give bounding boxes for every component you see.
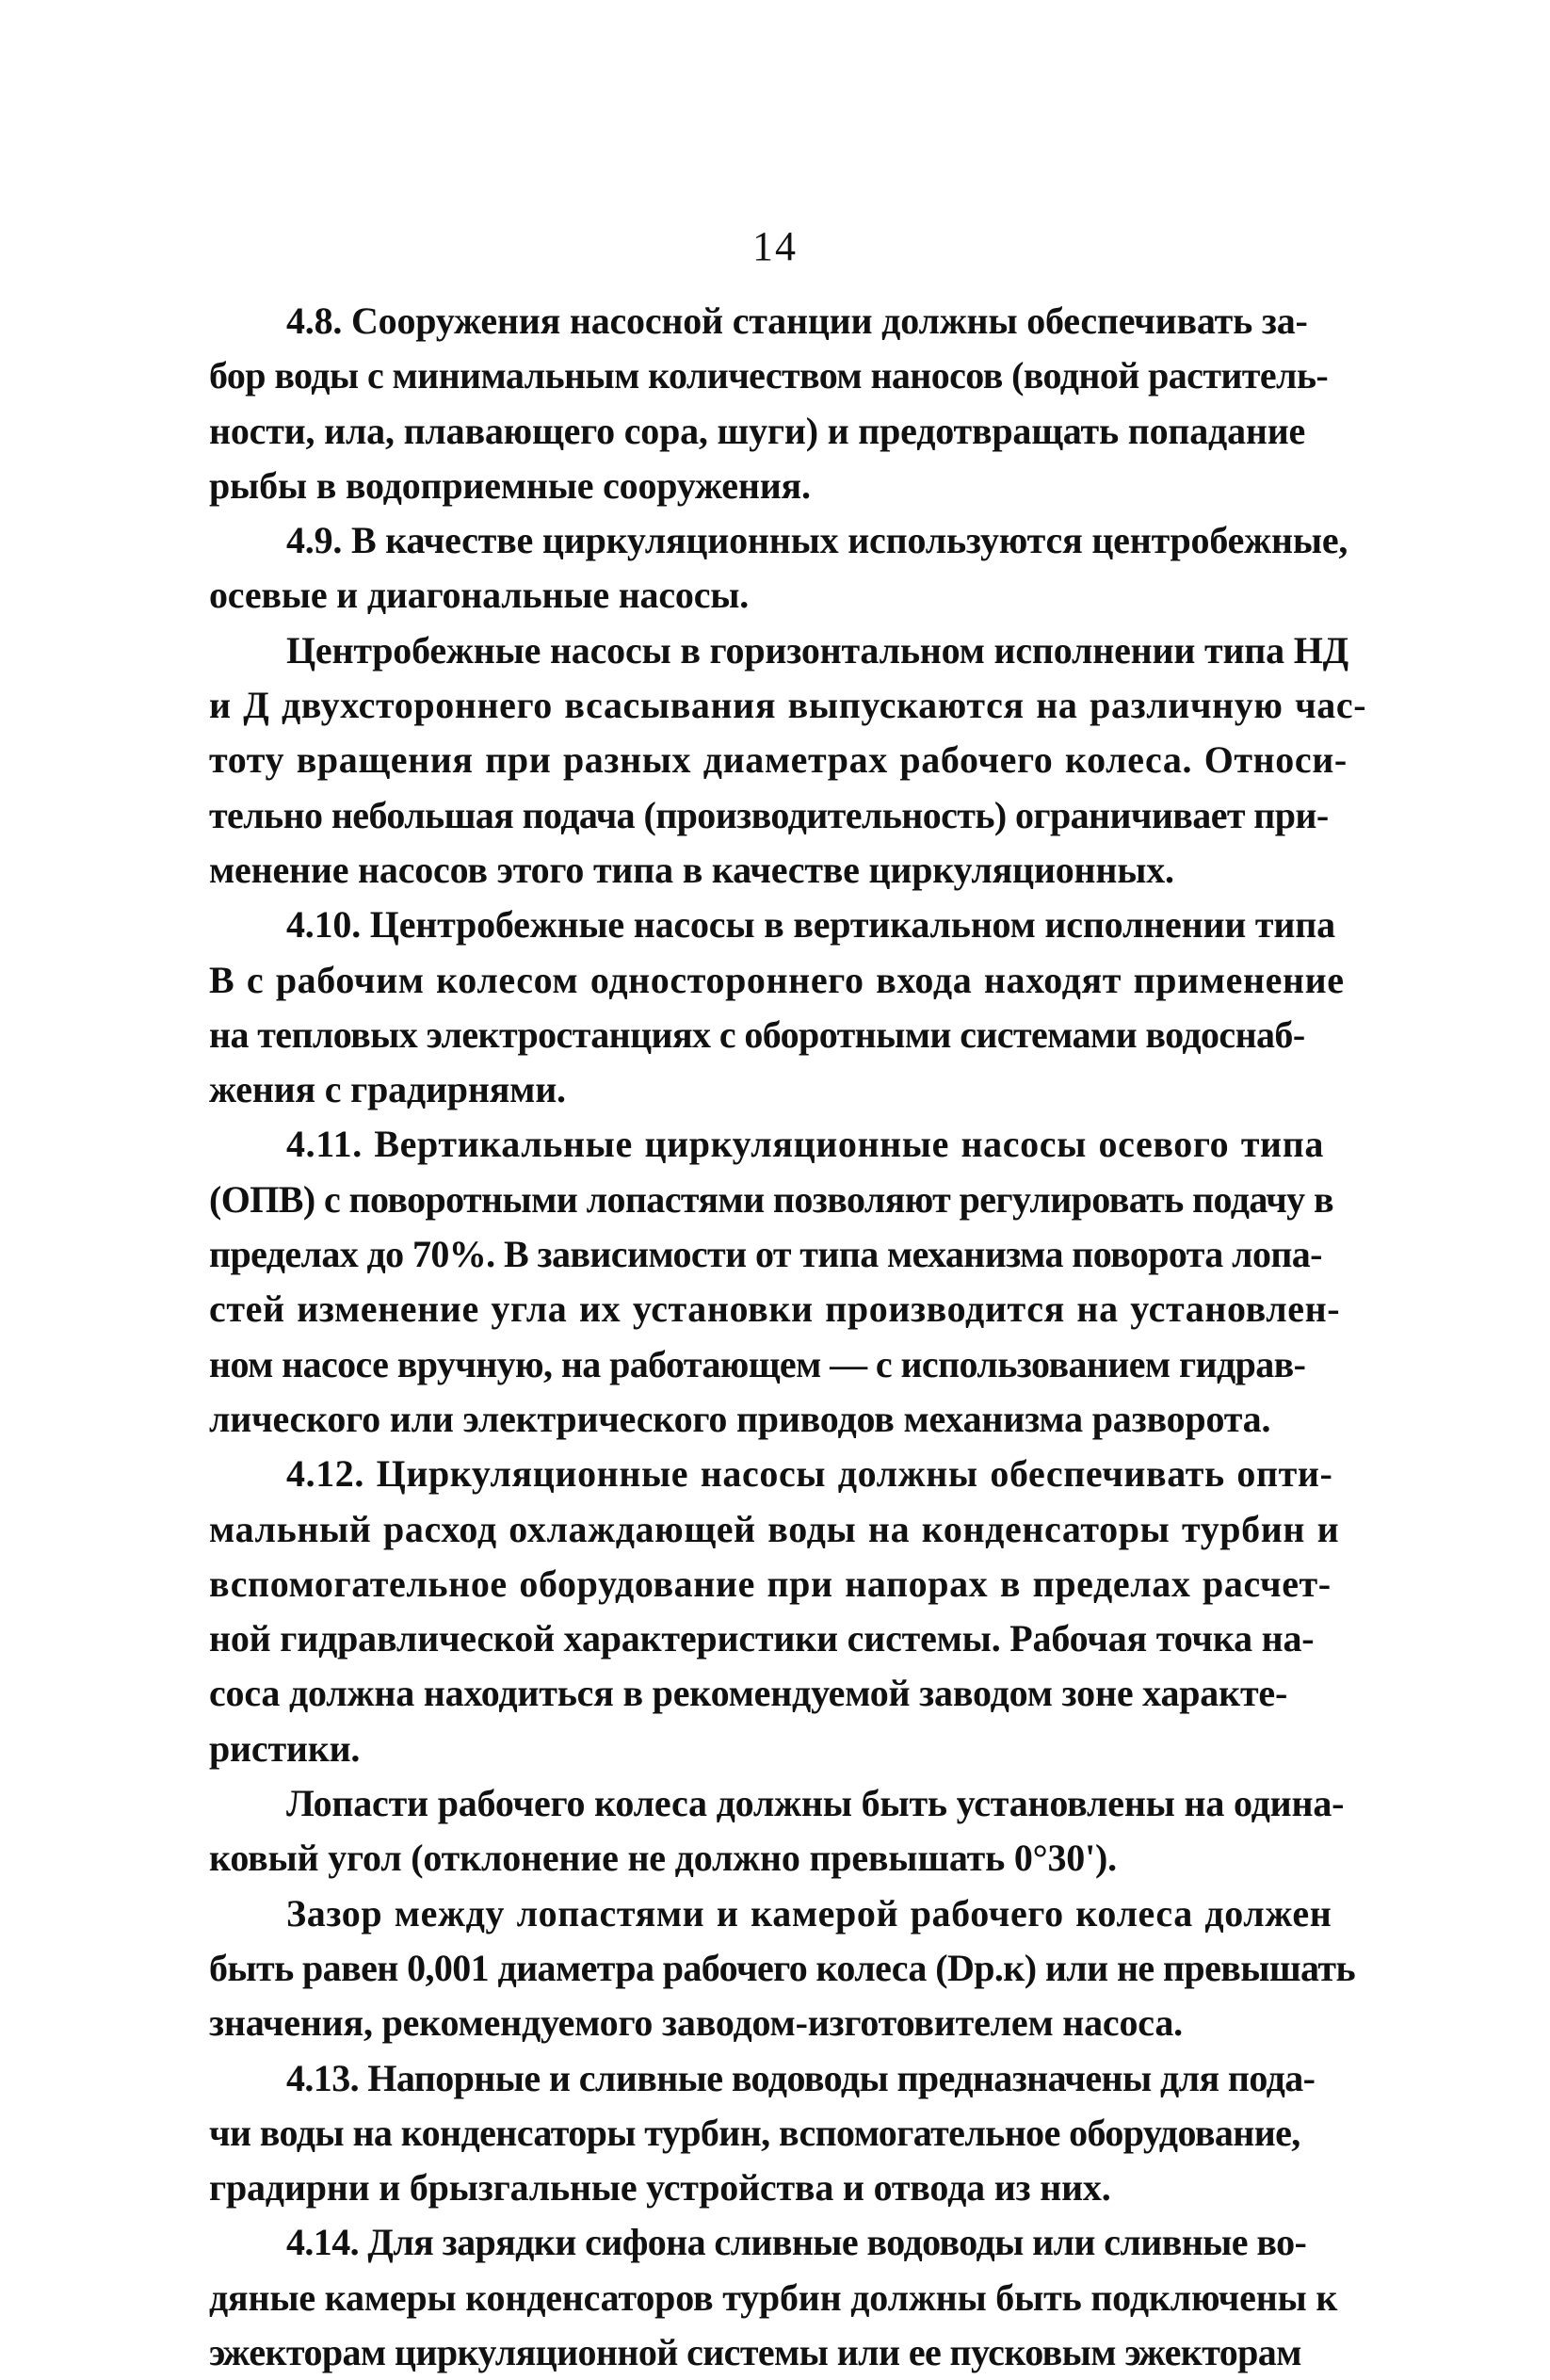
text-line: дяные камеры конденсаторов турбин должны быть подключены к [209, 2275, 1338, 2319]
text-line: градирни и брызгальные устройства и отвода из них. [209, 2166, 1111, 2210]
text-line: ности, ила, плавающего сора, шуги) и предотвращать попадание [209, 409, 1306, 452]
text-line: лического или электрического приводов механизма разворота. [209, 1397, 1271, 1440]
text-line: 4.14. Для зарядки сифона сливные водоводы или сливные во- [286, 2221, 1307, 2264]
text-line: эжекторам циркуляционной системы или ее пусковым эжекторам [209, 2330, 1301, 2373]
text-line: 4.13. Напорные и сливные водоводы предназначены для пода- [286, 2056, 1316, 2099]
text-line: чи воды на конденсаторы турбин, вспомогательное оборудование, [209, 2111, 1300, 2154]
text-line: тоту вращения при разных диаметрах рабочего колеса. Относи- [209, 738, 1348, 782]
text-line: ристики. [209, 1726, 361, 1770]
page-number: 14 [752, 223, 798, 269]
text-line: 4.9. В качестве циркуляционных используются центробежные, [286, 519, 1348, 562]
text-line: ном насосе вручную, на работающем — с использованием гидрав- [209, 1342, 1306, 1385]
text-line: вспомогательное оборудование при напорах в пределах расчет- [209, 1562, 1332, 1605]
text-line: жения с градирнями. [209, 1068, 566, 1111]
text-line: Лопасти рабочего колеса должны быть установлены на одина- [286, 1782, 1345, 1825]
text-line: стей изменение угла их установки производится на установлен- [209, 1287, 1341, 1331]
text-line: 4.8. Сооружения насосной станции должны обеспечивать за- [286, 300, 1308, 342]
text-line: 4.11. Вертикальные циркуляционные насосы осевого типа [286, 1123, 1324, 1166]
text-line: и Д двухстороннего всасывания выпускаются на различную час- [209, 684, 1367, 727]
text-line: 4.12. Циркуляционные насосы должны обеспечивать опти- [286, 1452, 1333, 1496]
text-line: менение насосов этого типа в качестве циркуляционных. [209, 848, 1174, 891]
text-line: Центробежные насосы в горизонтальном исполнении типа НД [286, 628, 1348, 672]
text-line: ной гидравлической характеристики системы. Рабочая точка на- [209, 1617, 1315, 1660]
text-line: 4.10. Центробежные насосы в вертикальном исполнении типа [286, 903, 1335, 947]
text-line: тельно небольшая подача (производительность) ограничивает при- [209, 793, 1329, 836]
text-line: бор воды с минимальным количеством наносов (водной раститель- [209, 354, 1329, 397]
text-line: (ОПВ) с поворотными лопастями позволяют регулировать подачу в [209, 1177, 1333, 1221]
text-line: быть равен 0,001 диаметра рабочего колеса (Dр.к) или не превышать [209, 1946, 1355, 1989]
body-text [209, 294, 1433, 2380]
text-line: Зазор между лопастями и камерой рабочего колеса должен [286, 1891, 1332, 1935]
text-line: соса должна находиться в рекомендуемой заводом зоне характе- [209, 1672, 1288, 1715]
text-line: значения, рекомендуемого заводом-изготовителем насоса. [209, 2001, 1183, 2045]
text-line: осевые и диагональные насосы. [209, 574, 750, 617]
text-line: В с рабочим колесом одностороннего входа находят применение [209, 958, 1345, 1001]
text-line: на тепловых электростанциях с оборотными системами водоснаб- [209, 1012, 1305, 1056]
text-line: мальный расход охлаждающей воды на конденсаторы турбин и [209, 1507, 1340, 1550]
text-line: пределах до 70%. В зависимости от типа механизма поворота лопа- [209, 1233, 1322, 1276]
text-line: ковый угол (отклонение не должно превышать 0°30'). [209, 1837, 1117, 1880]
text-line: рыбы в водоприемные сооружения. [209, 463, 811, 507]
